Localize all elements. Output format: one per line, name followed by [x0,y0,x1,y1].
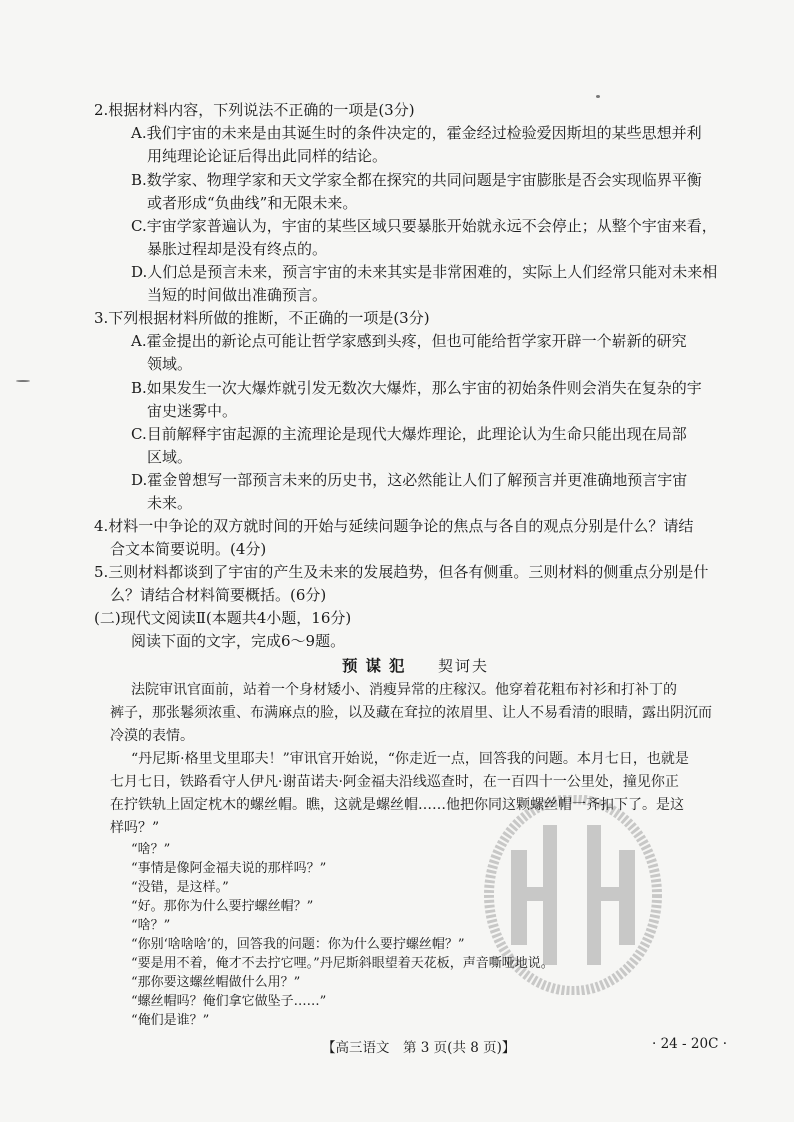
story-paragraph-2-line4: 样吗？” [110,820,160,836]
q3-option-c-line1: C.目前解释宇宙起源的主流理论是现代大爆炸理论，此理论认为生命只能出现在局部 [131,425,687,443]
dialogue-line: “俺们是谁？” [131,1013,210,1028]
q3-option-c-line2: 区域。 [147,448,193,466]
dialogue-line: “啥？” [131,842,171,857]
question-2-stem: 2.根据材料内容，下列说法不正确的一项是(3分) [94,101,415,119]
q2-option-a-line2: 用纯理论论证后得出此同样的结论。 [147,147,388,165]
section-instruction: 阅读下面的文字，完成6～9题。 [131,632,346,650]
story-paragraph-1-line3: 冷漠的表情。 [110,728,194,744]
story-paragraph-2-line1: “丹尼斯·格里戈里耶夫！”审讯官开始说，“你走近一点，回答我的问题。本月七日，也就是 [131,751,689,767]
q3-option-a-line2: 领域。 [147,355,193,373]
story-paragraph-2-line3: 在拧铁轨上固定枕木的螺丝帽。瞧，这就是螺丝帽……他把你同这颗螺丝帽一齐扣下了。是这 [110,797,684,813]
q3-option-d-line1: D.霍金曾想写一部预言未来的历史书，这必然能让人们了解预言并更准确地预言宇宙 [131,471,688,489]
dialogue-line: “好。那你为什么要拧螺丝帽？” [131,899,314,914]
q2-option-c-line1: C.宇宙学家普遍认为，宇宙的某些区域只要暴胀开始就永远不会停止；从整个宇宙来看， [131,217,717,235]
q2-option-b-line2: 或者形成“负曲线”和无限未来。 [147,194,358,212]
section-heading: (二)现代文阅读Ⅱ(本题共4小题，16分) [94,609,352,627]
story-author: 契诃夫 [438,657,490,675]
dialogue-line: “事情是像阿金福夫说的那样吗？” [131,861,327,876]
footer-exam-code: · 24 - 20C · [652,1036,727,1052]
q3-option-b-line2: 宙史迷雾中。 [147,402,238,420]
q2-option-d-line1: D.人们总是预言未来，预言宇宙的未来其实是非常困难的，实际上人们经常只能对未来相 [131,263,718,281]
dialogue-line: “螺丝帽吗？俺们拿它做坠子……” [131,994,327,1009]
q2-option-a-line1: A.我们宇宙的未来是由其诞生时的条件决定的，霍金经过检验爱因斯坦的某些思想并利 [131,124,702,142]
story-paragraph-1-line1: 法院审讯官面前，站着一个身材矮小、消瘦异常的庄稼汉。他穿着花粗布衬衫和打补丁的 [131,682,677,698]
q3-option-b-line1: B.如果发生一次大爆炸就引发无数次大爆炸，那么宇宙的初始条件则会消失在复杂的宇 [131,379,702,397]
q3-option-d-line2: 未来。 [147,494,193,512]
q2-option-d-line2: 当短的时间做出准确预言。 [147,286,328,304]
dialogue-line: “没错，是这样。” [131,880,229,895]
scan-speck [16,380,30,382]
footer-page-info: 【高三语文 第 3 页(共 8 页)】 [322,1040,516,1056]
dialogue-line: “那你要这螺丝帽做什么用？” [131,975,301,990]
story-paragraph-1-line2: 裤子，那张鬈须浓重、布满麻点的脸，以及藏在耷拉的浓眉里、让人不易看清的眼睛，露出阴沉而 [110,705,712,721]
q2-option-b-line1: B.数学家、物理学家和天文学家全都在探究的共同问题是宇宙膨胀是否会实现临界平衡 [131,171,702,189]
question-5-line1: 5.三则材料都谈到了宇宙的产生及未来的发展趋势，但各有侧重。三则材料的侧重点分别是什 [94,563,709,581]
scan-speck [596,95,600,98]
dialogue-line: “啥？” [131,918,171,933]
story-paragraph-2-line2: 七月七日，铁路看守人伊凡·谢苗诺夫·阿金福夫沿线巡查时，在一百四十一公里处，撞见你正 [110,774,679,790]
q3-option-a-line1: A.霍金提出的新论点可能让哲学家感到头疼，但也可能给哲学家开辟一个崭新的研究 [131,332,687,350]
q2-option-c-line2: 暴胀过程却是没有终点的。 [147,240,328,258]
question-5-line2: 么？请结合材料简要概括。(6分) [110,586,327,604]
dialogue-line: “要是用不着，俺才不去拧它哩。”丹尼斯斜眼望着天花板，声音嘶哑地说。 [131,956,554,971]
story-title: 预谋犯 [342,656,413,675]
question-3-stem: 3.下列根据材料所做的推断，不正确的一项是(3分) [94,309,430,327]
dialogue-line: “你别‘啥啥啥’的，回答我的问题：你为什么要拧螺丝帽？” [131,937,465,952]
question-4-line2: 合文本简要说明。(4分) [110,540,267,558]
question-4-line1: 4.材料一中争论的双方就时间的开始与延续问题争论的焦点与各自的观点分别是什么？请结 [94,517,694,535]
